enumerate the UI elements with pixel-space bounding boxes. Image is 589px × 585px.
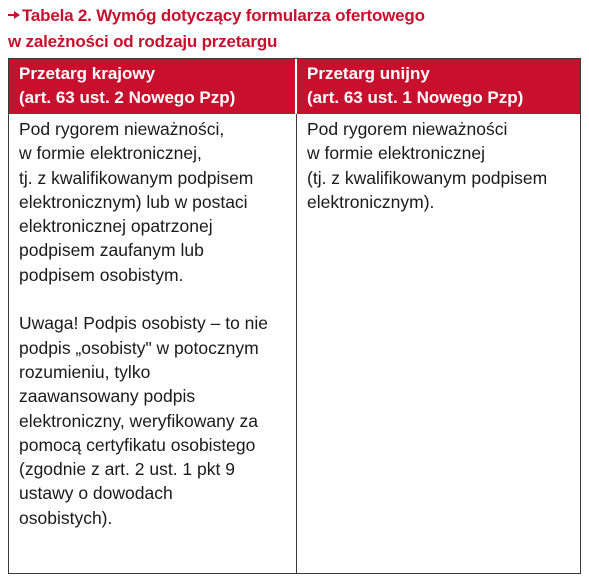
requirements-table <box>8 58 581 574</box>
cell-national-requirement <box>9 114 297 573</box>
note-text-line: zaawansowany podpis <box>19 386 196 407</box>
note-text-line: podpis „osobisty" w potocznym <box>19 337 259 358</box>
title-line-1 <box>8 3 583 29</box>
cell-text-line: Pod rygorem nieważności <box>307 119 508 139</box>
title-text-line-1: Tabela 2. Wymóg dotyczący formularza ofertowego <box>22 6 425 25</box>
cell-text-line: podpisem zaufanym lub <box>19 240 204 261</box>
note-text-line: (zgodnie z art. 2 ust. 1 pkt 9 <box>19 459 235 480</box>
cell-text-line: elektronicznej opatrzonej <box>19 216 213 237</box>
paragraph-gap <box>19 287 286 311</box>
note-text-line: Uwaga! Podpis osobisty – to nie <box>19 313 269 334</box>
header-national-title: Przetarg krajowy <box>19 64 156 83</box>
cell-text-line: w formie elektronicznej, <box>19 143 202 164</box>
header-eu-tender <box>297 59 580 114</box>
cell-text-line: (tj. z kwalifikowanym podpisem <box>307 167 548 188</box>
arrow-right-icon <box>8 3 20 29</box>
header-national-tender <box>9 59 297 114</box>
cell-text-line: podpisem osobistym. <box>19 264 184 285</box>
cell-text-line: tj. z kwalifikowanym podpisem <box>19 167 254 188</box>
header-eu-article: (art. 63 ust. 1 Nowego Pzp) <box>307 88 524 107</box>
note-text-line: ustawy o dowodach <box>19 483 173 504</box>
header-national-article: (art. 63 ust. 2 Nowego Pzp) <box>19 88 236 107</box>
cell-text-line: w formie elektronicznej <box>307 143 485 164</box>
table-title <box>8 3 583 55</box>
table-header <box>9 59 580 114</box>
cell-text-line: elektronicznym). <box>307 191 435 212</box>
header-eu-title: Przetarg unijny <box>307 64 430 83</box>
note-text-line: osobistych). <box>19 507 113 528</box>
cell-text-line: Pod rygorem nieważności, <box>19 119 225 139</box>
title-line-2: w zależności od rodzaju przetargu <box>8 32 278 51</box>
note-text-line: rozumieniu, tylko <box>19 361 151 382</box>
cell-eu-requirement <box>297 114 580 573</box>
note-text-line: elektroniczny, weryfikowany za <box>19 410 258 431</box>
cell-text-line: elektronicznym) lub w postaci <box>19 191 248 212</box>
note-text-line: pomocą certyfikatu osobistego <box>19 434 256 455</box>
table-body <box>9 114 580 573</box>
